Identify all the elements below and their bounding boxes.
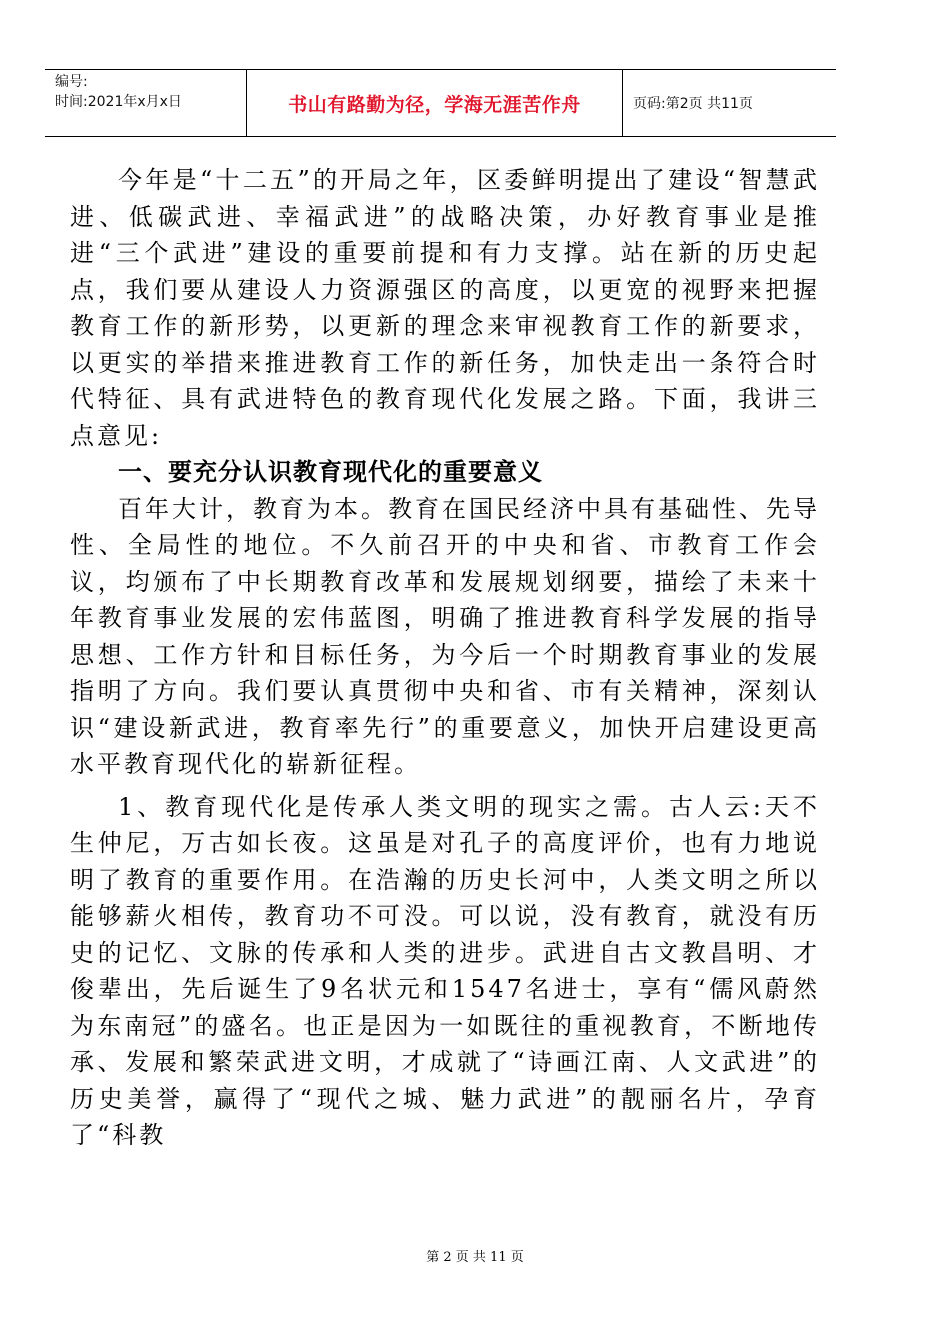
motto-text: 书山有路勤为径，学海无涯苦作舟 — [288, 93, 581, 116]
document-header — [45, 69, 836, 137]
paragraph-significance: 百年大计，教育为本。教育在国民经济中具有基础性、先导性、全局性的地位。不久前召开的中央和省、市教育工作会议，均颁布了中长期教育改革和发展规划纲要，描绘了未来十年教育事业发展的宏伟蓝图，明确了推进教育科学发展的指导思想、工作方针和目标任务，为今后一个时期教育事业的发展指明了方向。我们要认真贯彻中央和省、市有关精神，深刻认识“建设新武进，教育率先行”的重要意义，加快开启建设更高水平教育现代化的崭新征程。 — [70, 494, 820, 778]
page-info: 页码:第2页 共11页 — [633, 96, 753, 112]
time-label: 时间:2021年x月x日 — [55, 94, 182, 110]
paragraph-civilization: 1、教育现代化是传承人类文明的现实之需。古人云:天不生仲尼，万古如长夜。这虽是对孔子的高度评价，也有力地说明了教育的重要作用。在浩瀚的历史长河中，人类文明之所以能够薪火相传，教育功不可没。可以说，没有教育，就没有历史的记忆、文脉的传承和人类的进步。武进自古文教昌明、才俊辈出，先后诞生了9名状元和1547名进士，享有“儒风蔚然为东南冠”的盛名。也正是因为一如既往的重视教育，不断地传承、发展和繁荣武进文明，才成就了“诗画江南、人文武进”的历史美誉，赢得了“现代之城、魅力武进”的靓丽名片，孕育了“科教 — [70, 792, 820, 1149]
header-page-cell — [623, 70, 836, 136]
header-motto-cell — [247, 70, 623, 136]
header-meta-cell — [45, 70, 247, 136]
section-heading: 一、要充分认识教育现代化的重要意义 — [118, 458, 543, 486]
paragraph-intro: 今年是“十二五”的开局之年，区委鲜明提出了建设“智慧武进、低碳武进、幸福武进”的战略决策，办好教育事业是推进“三个武进”建设的重要前提和有力支撑。站在新的历史起点，我们要从建设人力资源强区的高度，以更宽的视野来把握教育工作的新形势，以更新的理念来审视教育工作的新要求，以更实的举措来推进教育工作的新任务，加快走出一条符合时代特征、具有武进特色的教育现代化发展之路。下面，我讲三点意见: — [70, 166, 820, 450]
code-label: 编号: — [55, 74, 88, 90]
page-footer: 第 2 页 共 11 页 — [426, 1250, 524, 1265]
document-body — [70, 162, 820, 1154]
